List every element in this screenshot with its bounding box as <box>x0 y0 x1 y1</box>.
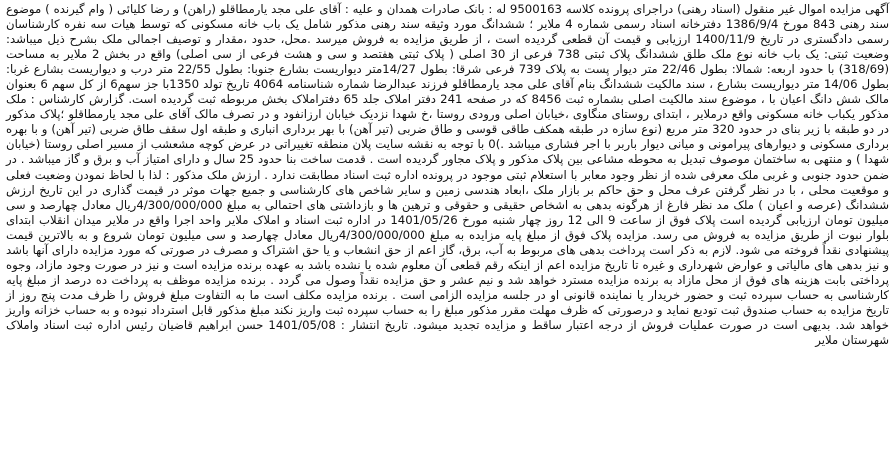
notice-body-text: آگهی مزایده اموال غیر منقول (اسناد رهنی) دراجرای پرونده کلاسه 9500163 له : بانک صادرات همدان و علیه : آقای علی مجد یارمطاقلو (راهن) و رضا کلیائی ( وام گیرنده ) موضوع سند رهنی 843 مورخ 1386/9/4 دفترخانه اسناد رسمی شماره 4 ملایر ؛ ششدانگ مورد وثیقه سند رهنی مذکور شامل یک باب خانه مسکونی که توسط هیات سه نفره کارشناسان رسمی دادگستری در تاریخ 1400/11/9 ارزیابی و قیمت آن قطعی گردیده است ، از طریق مزایده به فروش میرسد .محل، حدود ،مقدار و توصیف اجمالی ملک بشرح ذیل میباشد: وضعیت ثبتی: یک باب خانه نوع ملک طلق ششدانگ پلاک ثبتی 738 فرعی از 30 اصلی ( پلاک ثبتی هفتصد و سی و هشت فرعی از سی اصلی) واقع در بخش 2 ملایر به مساحت (318/69) با حدود اربعه: شمالا: بطول 22/46 متر دیوار پست به پلاک 739 فرعی شرقا: بطول 14/27متر دیواریست بشارع جنوبا: بطول 22/55 متر درب و دیواریست بشارع غربا: بطول 14/06 متر دیواریست بشارع ، سند مالکیت ششدانگ بنام آقای علی مجد یارمطاقلو فرزند عبدالرضا شماره شناسنامه 4064 تاریخ تولد 1350با جز سهم6 از کل سهم 6 بعنوان مالک شش دانگ اعیان با ، موضوع سند مالکیت اصلی بشماره ثبت 8456 که در صفحه 241 دفتر املاک جلد 65 دفتراملاک بخش مربوطه ثبت گردیده است. گزارش کارشناس : ملک مذکور یکباب خانه مسکونی واقع درملایر ، ابتدای روستای منگاوی ،خیابان اصلی ورودی روستا ،خ شهدا نزدیک خیابان ارزانفود و در تصرف مالک آقای علی مجد یارمطاقلو ؛پلاک مذکور در دو طبقه با زیر بنای در حدود 320 متر مربع (نوع سازه در طبقه همکف طاقی قوسی و طاق ضربی (تیر آهن) با بهر برداری انباری و طبقه اول سقف طاق ضربی (تیر آهن) و با بهره برداری مسکونی و دیوارهای پیرامونی و میانی دیوار باربر با اجر فشاری میباشد .)0 با توجه به نقشه سایت پلان منطقه تغییراتی در عرض کوچه مشعشب از مسیر اصلی روستا (خیابان شهدا ) و منتهی به ساختمان موصوف تبدیل به محوطه مشاعی بین پلاک مذکور و پلاک مجاور گردیده است . قدمت ساخت بنا حدود 25 سال و دارای امتیاز آب و برق و گاز میباشد . در ضمن حدود جنوبی و غربی ملک معرفی شده از نظر وجود معابر با استعلام ثبتی موجود در پرونده اداره ثبت اسناد مطابقت ندارد . ارزش ملک مذکور : لذا با لحاظ نمودن وضعیت فعلی و موقعیت محلی ، با در نظر گرفتن عرف محل و حق حاکم بر بازار ملک ،ابعاد هندسی زمین و سایر شاخص های کارشناسی و جمیع جهات موثر در قیمت گذاری در این تاریخ ارزش ششدانگ (عرصه و اعیان ) ملک مد نظر فارغ از هرگونه بدهی به اشخاص حقیقی و حقوقی و ترهین ها و بازداشتی های احتمالی به مبلغ 4/300/000/000ریال معادل چهارصد و سی میلیون تومان ارزیابی گردیده است پلاک فوق از ساعت 9 الی 12 روز چهار شنبه مورخ 1401/05/26 در اداره ثبت اسناد و املاک ملایر واحد اجرا واقع در ملایر میدان انقلاب ابتدای بلوار نبوت از طریق مزایده به فروش می رسد. مزایده پلاک فوق از مبلغ پایه مزایده به مبلغ 4/300/000/000ریال معادل چهارصد و سی میلیون تومان شروع و به بالاترین قیمت پیشنهادی نقداً فروخته می شود. لازم به ذکر است پرداخت بدهی های مربوط به آب، برق، گاز اعم از حق انشعاب و یا حق اشتراک و مصرف در صورتی که مورد مزایده دارای آنها باشد و نیز بدهی های مالیاتی و عوارض شهرداری و غیره تا تاریخ مزایده اعم از اینکه رقم قطعی آن معلوم شده یا نشده باشد به عهده برنده مزایده است و نیز در صورت وجود مازاد، وجوه پرداختی بابت هزینه های فوق از محل مازاد به برنده مزایده مسترد خواهد شد و نیم عشر و حق مزایده نقداً وصول می گردد . برنده مزایده موظف به پرداخت ده درصد از مبلغ پایه کارشناسی به حساب سپرده ثبت و حضور خریدار یا نماینده قانونی او در جلسه مزایده الزامی است . برنده مزایده مکلف است ما به التفاوت مبلغ فروش را ظرف مدت پنج روز از تاریخ مزایده به حساب صندوق ثبت تودیع نماید و درصورتی که ظرف مهلت مقرر مذکور مبلغ را به حساب سپرده ثبت واریز نکند مبلغ مذکور قابل استرداد نبوده و به حساب خزانه واریز خواهد شد. بدیهی است در صورت عملیات فروش از درجه اعتبار ساقط و مزایده تجدید میشود. تاریخ انتشار : 1401/05/08 حسن ابراهیم قاضیان رئیس اداره ثبت اسناد واملاک شهرستان ملایر <box>6 2 890 348</box>
